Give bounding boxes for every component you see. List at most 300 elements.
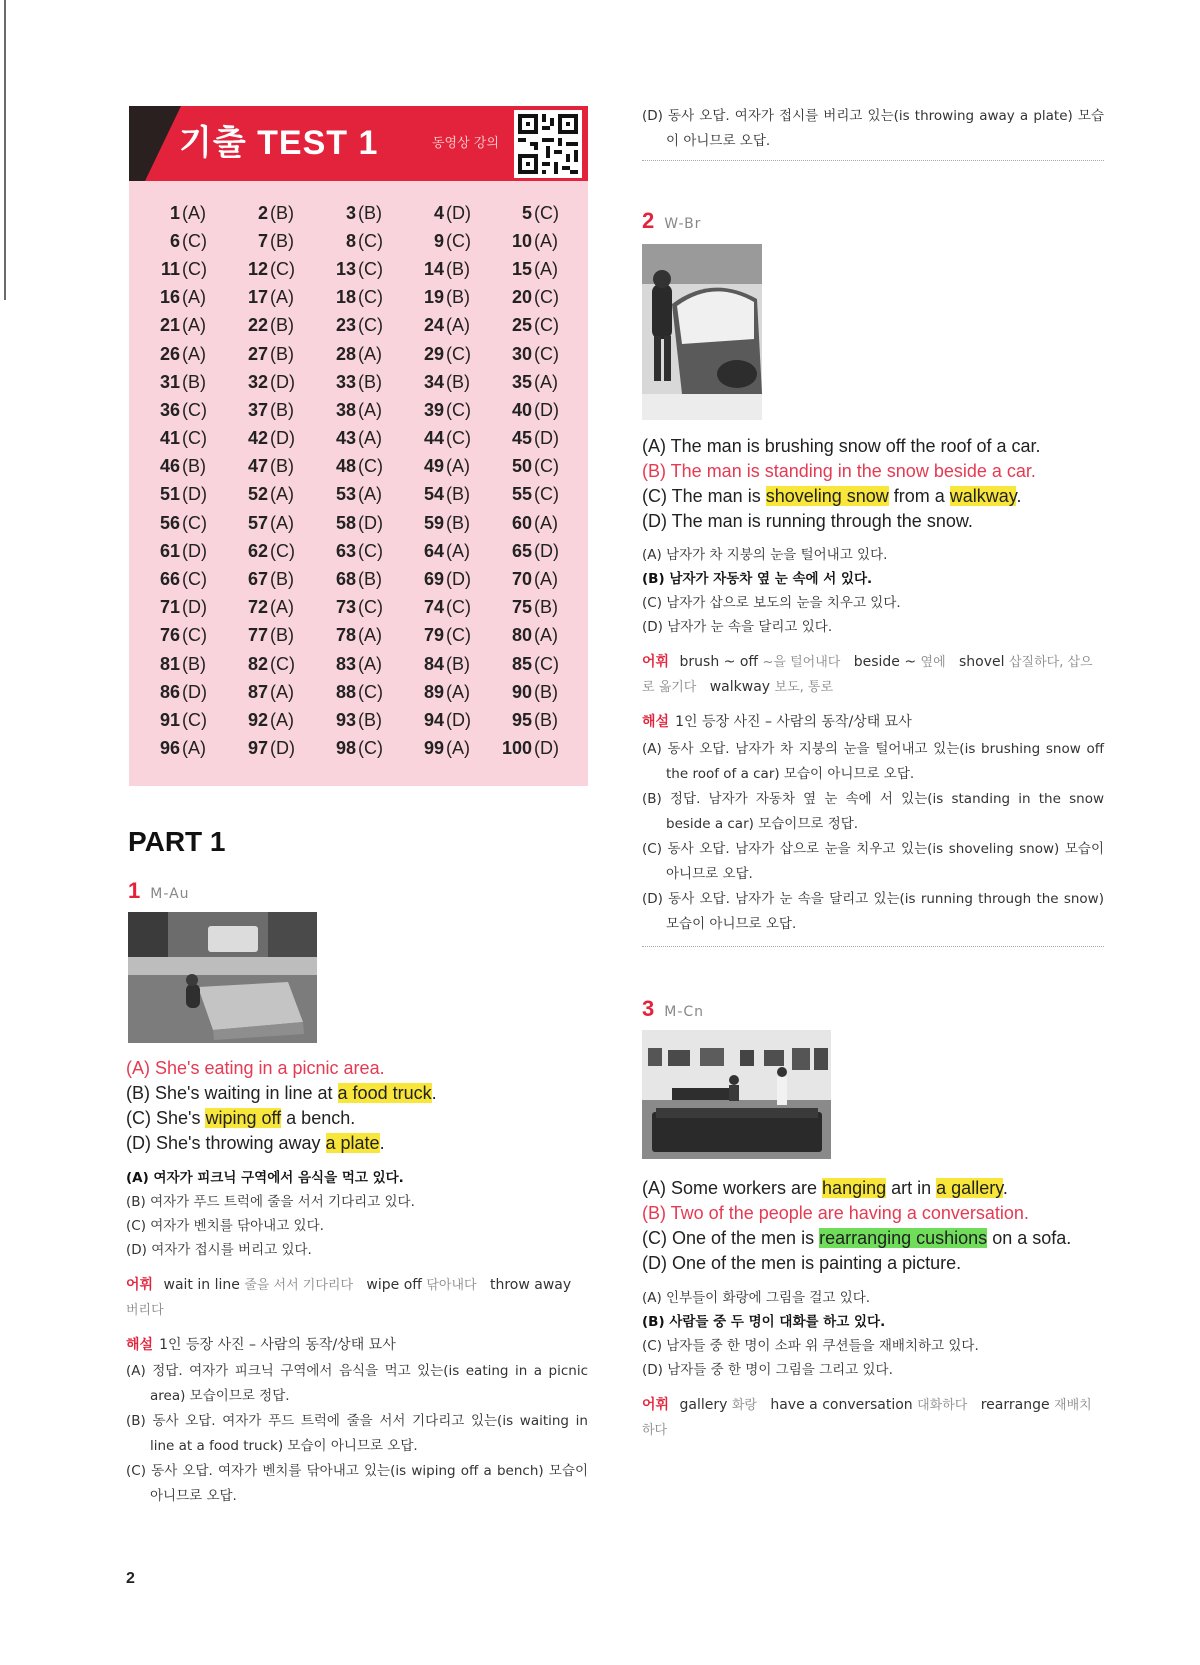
answer-item	[495, 565, 583, 593]
answer-letter: (C)	[446, 625, 471, 646]
answer-letter: (A)	[358, 428, 382, 449]
answer-letter: (B)	[446, 371, 470, 392]
answer-number: 50	[511, 456, 532, 477]
answer-item	[407, 227, 495, 255]
answer-item	[407, 255, 495, 283]
answer-letter: (C)	[358, 230, 383, 251]
vocab-gloss: 화랑	[731, 1398, 757, 1413]
answer-item	[495, 199, 583, 227]
q1-vocabulary	[126, 1273, 588, 1323]
korean-line: (A) 여자가 피크닉 구역에서 음식을 먹고 있다.	[126, 1170, 404, 1186]
answer-letter: (A)	[358, 484, 382, 505]
q2-explanation	[642, 737, 1104, 937]
answer-number: 69	[423, 569, 444, 590]
answer-letter: (B)	[270, 230, 294, 251]
answer-item	[231, 650, 319, 678]
korean-line: (D) 남자가 눈 속을 달리고 있다.	[642, 619, 833, 635]
answer-number: 8	[345, 230, 356, 251]
qr-code-icon[interactable]	[514, 110, 582, 178]
q1-option-c: (C) She's wiping off a bench.	[126, 1108, 356, 1128]
q2-photo-snow-car	[642, 244, 762, 420]
answer-letter: (D)	[270, 738, 295, 759]
answer-item	[143, 340, 231, 368]
answer-letter: (A)	[534, 569, 558, 590]
explanation-item: (D) 동사 오답. 남자가 눈 속을 달리고 있는(is running through the snow) 모습이 아니므로 오답.	[642, 891, 1104, 932]
answer-letter: (B)	[358, 709, 382, 730]
q3-photo-gallery	[642, 1030, 831, 1159]
answer-number: 52	[247, 484, 268, 505]
q1-photo-picnic-area	[128, 912, 317, 1043]
answer-number: 63	[335, 540, 356, 561]
korean-line: (B) 사람들 중 두 명이 대화를 하고 있다.	[642, 1314, 886, 1330]
answer-letter: (C)	[446, 399, 471, 420]
answer-item	[319, 425, 407, 453]
answer-letter: (C)	[534, 287, 559, 308]
q2-option-b: (B) The man is standing in the snow beside a car.	[642, 461, 1036, 481]
answer-number: 6	[169, 230, 180, 251]
answer-item	[319, 565, 407, 593]
answer-number: 78	[335, 625, 356, 646]
answer-number: 16	[159, 287, 180, 308]
q3-vocabulary	[642, 1393, 1104, 1443]
vocab-gloss: 버리다	[126, 1303, 164, 1318]
answer-item	[407, 509, 495, 537]
answer-item	[143, 227, 231, 255]
korean-line: (B) 남자가 자동차 옆 눈 속에 서 있다.	[642, 571, 873, 587]
vocab-term: rearrange	[980, 1397, 1050, 1413]
answer-letter: (B)	[270, 315, 294, 336]
answer-letter: (D)	[182, 540, 207, 561]
answer-number: 45	[511, 428, 532, 449]
answer-item	[231, 594, 319, 622]
q2-option-c: (C) The man is shoveling snow from a walkway.	[642, 486, 1022, 506]
answer-number: 9	[433, 230, 444, 251]
answer-letter: (C)	[358, 315, 383, 336]
answer-item	[143, 594, 231, 622]
answer-letter: (C)	[270, 258, 295, 279]
q2-options	[642, 434, 1041, 534]
answer-item	[407, 706, 495, 734]
answer-letter: (C)	[182, 230, 207, 251]
answer-number: 53	[335, 484, 356, 505]
vocab-gloss: 재배치하다	[642, 1398, 1092, 1438]
answer-number: 56	[159, 512, 180, 533]
answer-letter: (C)	[534, 456, 559, 477]
answer-letter: (C)	[446, 428, 471, 449]
answer-item	[495, 227, 583, 255]
answer-letter: (A)	[446, 315, 470, 336]
answer-letter: (B)	[270, 456, 294, 477]
answer-item	[319, 594, 407, 622]
vocab-term: beside ~	[853, 654, 917, 670]
vocab-tag: 어휘	[642, 654, 670, 670]
answer-item	[143, 481, 231, 509]
explanation-item: (B) 정답. 남자가 자동차 옆 눈 속에 서 있는(is standing in the snow beside a car) 모습이므로 정답.	[642, 791, 1104, 832]
answer-letter: (B)	[270, 625, 294, 646]
q1-explanation-title: 해설 1인 등장 사진 – 사람의 동작/상태 묘사	[126, 1337, 396, 1353]
answer-letter: (C)	[534, 653, 559, 674]
answer-item	[407, 199, 495, 227]
answer-number: 70	[511, 569, 532, 590]
answer-letter: (B)	[358, 371, 382, 392]
answer-item	[495, 340, 583, 368]
answer-letter: (C)	[182, 428, 207, 449]
answer-number: 77	[247, 625, 268, 646]
answer-item	[231, 340, 319, 368]
answer-item	[319, 735, 407, 763]
answer-item	[407, 537, 495, 565]
q3-option-d: (D) One of the men is painting a picture.	[642, 1253, 962, 1273]
korean-line: (C) 여자가 벤치를 닦아내고 있다.	[126, 1218, 324, 1234]
answer-number: 37	[247, 399, 268, 420]
answer-letter: (C)	[446, 597, 471, 618]
answer-number: 40	[511, 399, 532, 420]
korean-line: (C) 남자가 삽으로 보도의 눈을 치우고 있다.	[642, 595, 901, 611]
q1-explanation	[126, 1359, 588, 1509]
vocab-term: wipe off	[366, 1277, 422, 1293]
answer-item	[407, 396, 495, 424]
answer-letter: (B)	[446, 512, 470, 533]
answer-number: 83	[335, 653, 356, 674]
answer-number: 38	[335, 399, 356, 420]
answer-item	[143, 312, 231, 340]
answer-letter: (A)	[358, 399, 382, 420]
answer-number: 54	[423, 484, 444, 505]
answer-item	[231, 481, 319, 509]
answer-number: 4	[433, 202, 444, 223]
answer-number: 91	[159, 709, 180, 730]
answer-item	[231, 453, 319, 481]
answer-letter: (C)	[534, 484, 559, 505]
answer-number: 97	[247, 738, 268, 759]
answer-item	[143, 537, 231, 565]
answer-item	[407, 284, 495, 312]
answer-number: 15	[511, 258, 532, 279]
answer-number: 5	[521, 202, 532, 223]
answer-number: 46	[159, 456, 180, 477]
answer-number: 11	[160, 258, 180, 279]
answer-number: 48	[335, 456, 356, 477]
answer-letter: (C)	[446, 343, 471, 364]
answer-letter: (A)	[182, 738, 206, 759]
question-number: 2	[642, 208, 655, 233]
answer-letter: (C)	[358, 681, 383, 702]
answer-key-grid	[129, 199, 602, 763]
answer-item	[231, 735, 319, 763]
answer-letter: (C)	[358, 456, 383, 477]
vocab-tag: 어휘	[642, 1397, 670, 1413]
answer-letter: (B)	[270, 569, 294, 590]
answer-number: 43	[335, 428, 356, 449]
answer-number: 65	[511, 540, 532, 561]
q3-option-a: (A) Some workers are hanging art in a gallery.	[642, 1178, 1008, 1198]
answer-number: 32	[247, 371, 268, 392]
answer-letter: (D)	[534, 540, 559, 561]
answer-letter: (C)	[182, 569, 207, 590]
answer-item	[495, 509, 583, 537]
answer-letter: (D)	[182, 597, 207, 618]
answer-number: 87	[247, 681, 268, 702]
answer-letter: (A)	[270, 597, 294, 618]
answer-item	[231, 706, 319, 734]
q2-explanation-title: 해설 1인 등장 사진 – 사람의 동작/상태 묘사	[642, 714, 912, 730]
answer-number: 27	[247, 343, 268, 364]
answer-number: 61	[159, 540, 180, 561]
answer-letter: (C)	[182, 258, 207, 279]
answer-letter: (A)	[446, 540, 470, 561]
answer-number: 66	[159, 569, 180, 590]
q1-option-a: (A) She's eating in a picnic area.	[126, 1058, 385, 1078]
answer-number: 68	[335, 569, 356, 590]
answer-letter: (A)	[270, 709, 294, 730]
answer-letter: (C)	[358, 540, 383, 561]
answer-item	[495, 537, 583, 565]
explanation-item: (D) 동사 오답. 여자가 접시를 버리고 있는(is throwing away a plate) 모습이 아니므로 오답.	[642, 108, 1104, 149]
answer-item	[319, 396, 407, 424]
answer-number: 3	[345, 202, 356, 223]
answer-number: 99	[423, 738, 444, 759]
answer-item	[143, 453, 231, 481]
answer-item	[319, 312, 407, 340]
vocab-gloss: 보도, 통로	[774, 680, 834, 695]
answer-number: 92	[247, 709, 268, 730]
answer-number: 58	[335, 512, 356, 533]
answer-number: 93	[335, 709, 356, 730]
answer-letter: (B)	[446, 287, 470, 308]
explanation-item: (A) 동사 오답. 남자가 차 지붕의 눈을 털어내고 있는(is brushing snow off the roof of a car) 모습이 아니므로 오답.	[642, 741, 1104, 782]
answer-number: 2	[257, 202, 268, 223]
answer-letter: (A)	[534, 625, 558, 646]
answer-letter: (A)	[182, 343, 206, 364]
test-title: 기출 TEST 1	[179, 124, 379, 162]
answer-letter: (A)	[182, 202, 206, 223]
answer-item	[231, 622, 319, 650]
answer-number: 90	[511, 681, 532, 702]
vocab-term: gallery	[679, 1397, 728, 1413]
answer-number: 13	[335, 258, 356, 279]
answer-item	[319, 368, 407, 396]
answer-number: 41	[159, 428, 180, 449]
answer-number: 67	[247, 569, 268, 590]
answer-letter: (C)	[534, 202, 559, 223]
answer-item	[231, 396, 319, 424]
answer-letter: (A)	[182, 287, 206, 308]
answer-item	[319, 255, 407, 283]
answer-letter: (A)	[270, 287, 294, 308]
answer-number: 85	[511, 653, 532, 674]
q1-options	[126, 1056, 437, 1156]
q3-options	[642, 1176, 1071, 1276]
answer-item	[495, 622, 583, 650]
answer-item	[143, 255, 231, 283]
answer-number: 14	[423, 258, 444, 279]
explanation-item: (C) 동사 오답. 여자가 벤치를 닦아내고 있는(is wiping off a bench) 모습이 아니므로 오답.	[126, 1463, 588, 1504]
answer-letter: (A)	[270, 681, 294, 702]
q1-option-b: (B) She's waiting in line at a food truck.	[126, 1083, 437, 1103]
answer-number: 29	[423, 343, 444, 364]
answer-number: 84	[423, 653, 444, 674]
answer-letter: (C)	[182, 512, 207, 533]
answer-item	[231, 312, 319, 340]
answer-letter: (B)	[270, 399, 294, 420]
explanation-tag: 해설	[126, 1337, 154, 1353]
answer-item	[495, 706, 583, 734]
answer-letter: (C)	[358, 287, 383, 308]
answer-number: 71	[159, 597, 180, 618]
answer-number: 18	[335, 287, 356, 308]
part-title: PART 1	[128, 826, 226, 857]
answer-number: 89	[423, 681, 444, 702]
answer-number: 80	[511, 625, 532, 646]
vocab-gloss: 삽질하다, 삽으로 옮기다	[642, 655, 1093, 695]
answer-letter: (C)	[182, 399, 207, 420]
answer-letter: (C)	[270, 653, 295, 674]
answer-item	[495, 735, 583, 763]
answer-number: 17	[247, 287, 268, 308]
answer-letter: (A)	[534, 258, 558, 279]
answer-number: 86	[159, 681, 180, 702]
answer-item	[231, 678, 319, 706]
answer-number: 76	[159, 625, 180, 646]
answer-letter: (C)	[358, 597, 383, 618]
answer-item	[319, 509, 407, 537]
answer-number: 49	[423, 456, 444, 477]
answer-item	[495, 650, 583, 678]
answer-item	[231, 425, 319, 453]
answer-item	[495, 678, 583, 706]
vocab-term: shovel	[959, 654, 1005, 670]
answer-item	[143, 650, 231, 678]
q3-korean-translation	[642, 1286, 979, 1382]
answer-number: 25	[511, 315, 532, 336]
vocab-term: have a conversation	[770, 1397, 913, 1413]
q1-option-d: (D) She's throwing away a plate.	[126, 1133, 385, 1153]
answer-letter: (A)	[534, 371, 558, 392]
answer-letter: (A)	[446, 456, 470, 477]
answer-number: 47	[247, 456, 268, 477]
answer-letter: (C)	[358, 258, 383, 279]
answer-number: 26	[159, 343, 180, 364]
answer-letter: (B)	[182, 371, 206, 392]
answer-letter: (D)	[446, 202, 471, 223]
answer-number: 73	[335, 597, 356, 618]
answer-item	[143, 622, 231, 650]
answer-item	[407, 453, 495, 481]
q3-option-c: (C) One of the men is rearranging cushions on a sofa.	[642, 1228, 1072, 1248]
answer-item	[407, 622, 495, 650]
answer-number: 12	[247, 258, 268, 279]
question-number: 3	[642, 996, 655, 1021]
answer-number: 30	[511, 343, 532, 364]
answer-item	[143, 284, 231, 312]
answer-letter: (B)	[446, 484, 470, 505]
answer-item	[495, 453, 583, 481]
vocab-gloss: ~을 털어내다	[762, 655, 841, 670]
answer-item	[407, 425, 495, 453]
answer-item	[143, 509, 231, 537]
answer-number: 44	[423, 428, 444, 449]
answer-item	[407, 650, 495, 678]
answer-item	[231, 255, 319, 283]
answer-number: 35	[511, 371, 532, 392]
answer-number: 36	[159, 399, 180, 420]
answer-item	[231, 284, 319, 312]
answer-letter: (D)	[534, 399, 559, 420]
answer-item	[407, 565, 495, 593]
answer-number: 34	[423, 371, 444, 392]
answer-letter: (C)	[534, 315, 559, 336]
answer-item	[495, 284, 583, 312]
answer-number: 88	[335, 681, 356, 702]
q2-vocabulary	[642, 650, 1104, 700]
answer-item	[231, 199, 319, 227]
answer-item	[407, 594, 495, 622]
explanation-item: (B) 동사 오답. 여자가 푸드 트럭에 줄을 서서 기다리고 있는(is waiting in line at a food truck) 모습이 아니므로 오답.	[126, 1413, 588, 1454]
vocab-term: brush ~ off	[679, 654, 759, 670]
answer-number: 51	[159, 484, 180, 505]
answer-letter: (D)	[182, 681, 207, 702]
answer-number: 33	[335, 371, 356, 392]
answer-item	[143, 735, 231, 763]
speaker-label: W-Br	[664, 216, 702, 232]
korean-line: (C) 남자들 중 한 명이 소파 위 쿠션들을 재배치하고 있다.	[642, 1338, 979, 1354]
answer-item	[143, 199, 231, 227]
answer-letter: (B)	[182, 653, 206, 674]
answer-item	[319, 453, 407, 481]
speaker-label: M-Cn	[664, 1004, 705, 1020]
answer-item	[319, 481, 407, 509]
answer-letter: (D)	[270, 428, 295, 449]
answer-letter: (A)	[358, 343, 382, 364]
answer-number: 81	[159, 653, 180, 674]
answer-letter: (B)	[358, 569, 382, 590]
answer-item	[143, 425, 231, 453]
answer-number: 31	[159, 371, 180, 392]
answer-letter: (A)	[446, 738, 470, 759]
answer-item	[495, 425, 583, 453]
answer-item	[143, 706, 231, 734]
answer-number: 21	[159, 315, 180, 336]
korean-line: (D) 남자들 중 한 명이 그림을 그리고 있다.	[642, 1362, 893, 1378]
answer-number: 22	[247, 315, 268, 336]
answer-number: 57	[247, 512, 268, 533]
speaker-label: M-Au	[150, 886, 190, 902]
answer-item	[231, 565, 319, 593]
answer-letter: (D)	[534, 738, 559, 759]
answer-letter: (B)	[182, 456, 206, 477]
q1-explanation-continued	[642, 104, 1104, 154]
answer-number: 79	[423, 625, 444, 646]
answer-item	[231, 368, 319, 396]
vocab-gloss: 대화하다	[917, 1398, 968, 1413]
answer-item	[143, 678, 231, 706]
answer-number: 60	[511, 512, 532, 533]
page-binding-line	[4, 0, 6, 300]
answer-item	[495, 368, 583, 396]
answer-item	[319, 284, 407, 312]
answer-item	[407, 312, 495, 340]
answer-letter: (D)	[534, 428, 559, 449]
answer-letter: (D)	[182, 484, 207, 505]
page-number: 2	[126, 1570, 135, 1587]
answer-letter: (B)	[446, 653, 470, 674]
section-divider	[642, 160, 1104, 161]
vocab-gloss: 옆에	[920, 655, 946, 670]
answer-item	[495, 594, 583, 622]
vocab-tag: 어휘	[126, 1277, 154, 1293]
korean-line: (B) 여자가 푸드 트럭에 줄을 서서 기다리고 있다.	[126, 1194, 415, 1210]
explanation-item: (C) 동사 오답. 남자가 삽으로 눈을 치우고 있는(is shoveling snow) 모습이 아니므로 오답.	[642, 841, 1104, 882]
